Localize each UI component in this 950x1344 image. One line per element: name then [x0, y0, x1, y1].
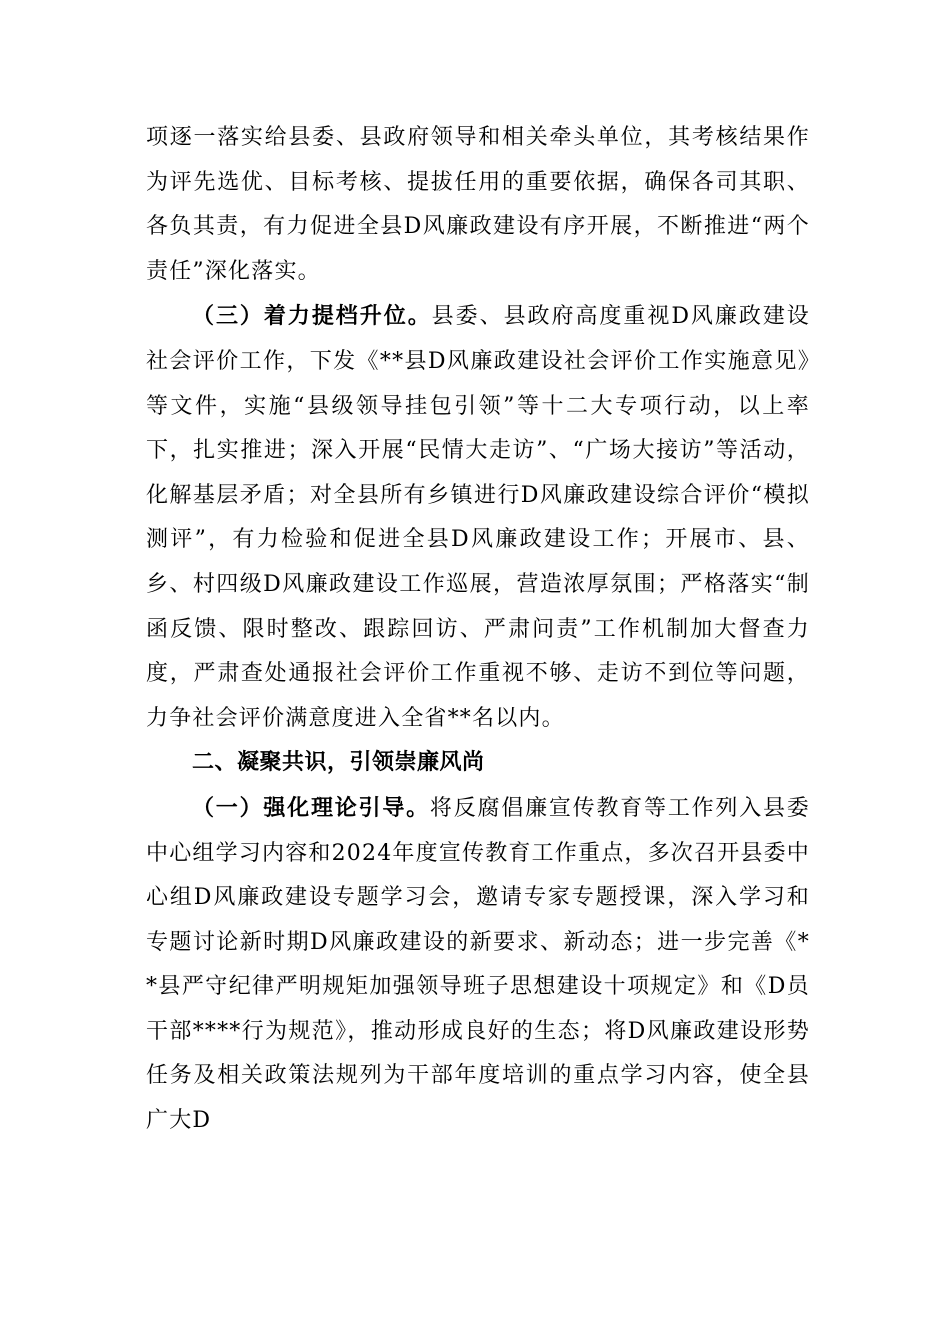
paragraph-text: 项逐一落实给县委、县政府领导和相关牵头单位，其考核结果作为评先选优、目标考核、提拔任用的重要依据，确保各司其职、各负其责，有力促进全县D风廉政建设有序开展，不断推进“两个责任”深化落实。 — [146, 125, 810, 284]
paragraph-subsection-1 — [146, 786, 810, 1144]
subsection-lead: （一）强化理论引导。 — [192, 794, 430, 821]
section-heading: 二、凝聚共识，引领崇廉风尚 — [192, 750, 485, 776]
paragraph-text: 县委、县政府高度重视D风廉政建设社会评价工作，下发《**县D风廉政建设社会评价工作实施意见》等文件，实施“县级领导挂包引领”等十二大专项行动，以上率下，扎实推进；深入开展“民情大走访”、“广场大接访”等活动，化解基层矛盾；对全县所有乡镇进行D风廉政建设综合评价“模拟测评”，有力检验和促进全县D风廉政建设工作；开展市、县、乡、村四级D风廉政建设工作巡展，营造浓厚氛围；严格落实“制函反馈、限时整改、跟踪回访、严肃问责”工作机制加大督查力度，严肃查处通报社会评价工作重视不够、走访不到位等问题，力争社会评价满意度进入全省**名以内。 — [146, 304, 810, 731]
paragraph-text: 将反腐倡廉宣传教育等工作列入县委中心组学习内容和2024年度宣传教育工作重点，多次召开县委中心组D风廉政建设专题学习会，邀请专家专题授课，深入学习和专题讨论新时期D风廉政建设的新要求、新动态；进一步完善《**县严守纪律严明规矩加强领导班子思想建设十项规定》和《D员干部****行为规范》，推动形成良好的生态；将D风廉政建设形势任务及相关政策法规列为干部年度培训的重点学习内容，使全县广大D — [146, 795, 810, 1134]
document-page — [146, 116, 810, 1144]
paragraph-subsection-3 — [146, 294, 810, 741]
subsection-lead: （三）着力提档升位。 — [192, 303, 432, 330]
paragraph-continuation — [146, 116, 810, 294]
